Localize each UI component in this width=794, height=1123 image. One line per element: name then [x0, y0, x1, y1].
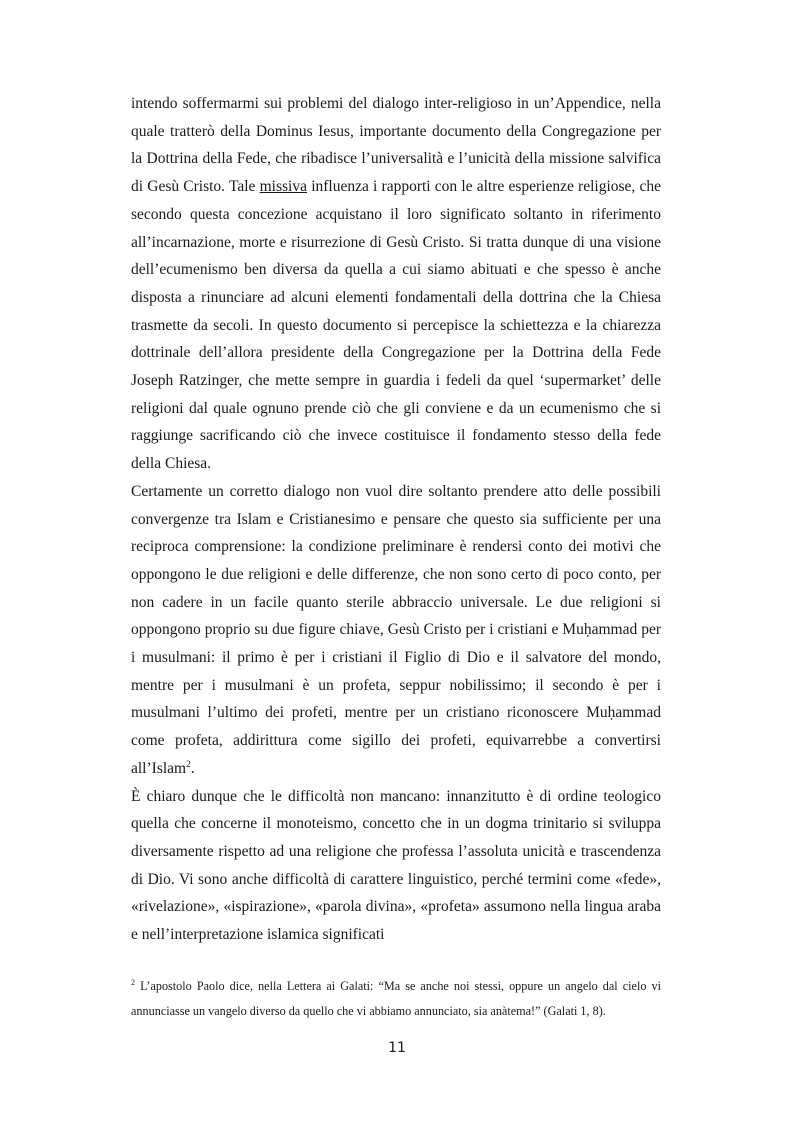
- footnote-number: 2: [131, 977, 135, 987]
- body-text: [131, 90, 661, 949]
- footnote: [131, 974, 661, 1024]
- page-number: 11: [388, 1040, 406, 1056]
- paragraph-2: Certamente un corretto dialogo non vuol dire soltanto prendere atto delle possibili convergenze tra Islam e Cristianesimo e pensare che questo sia sufficiente per una reciproca comprensione: la condizione preliminare è rendersi conto dei motivi che oppongono le due religioni e delle differenze, che non sono certo di poco conto, per non cadere in un facile quanto sterile abbraccio universale. Le due religioni si oppongono proprio su due figure chiave, Gesù Cristo per i cristiani e Muḥammad per i musulmani: il primo è per i cristiani il Figlio di Dio e il salvatore del mondo, mentre per i musulmani è un profeta, seppur nobilissimo; il secondo è per i musulmani l’ultimo dei profeti, mentre per un cristiano riconoscere Muḥammad come profeta, addirittura come sigillo dei profeti, equivarrebbe a convertirsi all’Islam$^2$.: [131, 482, 661, 777]
- underlined-word: missiva: [259, 178, 307, 196]
- footnote-text: L’apostolo Paolo dice, nella Lettera ai Galati: “Ma se anche noi stessi, oppure un angelo dal cielo vi annunciasse un vangelo diverso da quello che vi abbiamo annunciato, sia anàtema!” (Galati 1, 8).: [131, 979, 661, 1018]
- footnote-reference[interactable]: 2: [186, 759, 191, 770]
- paragraph-3: È chiaro dunque che le difficoltà non mancano: innanzitutto è di ordine teologico quella che concerne il monoteismo, concetto che in un dogma trinitario si sviluppa diversamente rispetto ad una religione che professa l’assoluta unicità e trascendenza di Dio. Vi sono anche difficoltà di carattere linguistico, perché termini come «fede», «rivelazione», «ispirazione», «parola divina», «profeta» assumono nella lingua araba e nell’interpretazione islamica significati: [131, 787, 661, 944]
- paragraph-1: intendo soffermarmi sui problemi del dialogo inter-religioso in un’Appendice, nella quale tratterò della Dominus Iesus, importante documento della Congregazione per la Dottrina della Fede, che ribadisce l’universalità e l’unicità della missione salvifica di Gesù Cristo. Tale missiva influenza i rapporti con le altre esperienze religiose, che secondo questa concezione acquistano il loro significato soltanto in riferimento all’incarnazione, morte e risurrezione di Gesù Cristo. Si tratta dunque di una visione dell’ecumenismo ben diversa da quella a cui siamo abituati e che spesso è anche disposta a rinunciare ad alcuni elementi fondamentali della dottrina che la Chiesa trasmette da secoli. In questo documento si percepisce la schiettezza e la chiarezza dottrinale dell’allora presidente della Congregazione per la Dottrina della Fede Joseph Ratzinger, che mette sempre in guardia i fedeli da quel ‘supermarket’ delle religioni dal quale ognuno prende ciò che gli conviene e da un ecumenismo che si raggiunge sacrificando ciò che invece costituisce il fondamento stesso della fede della Chiesa.: [131, 95, 661, 473]
